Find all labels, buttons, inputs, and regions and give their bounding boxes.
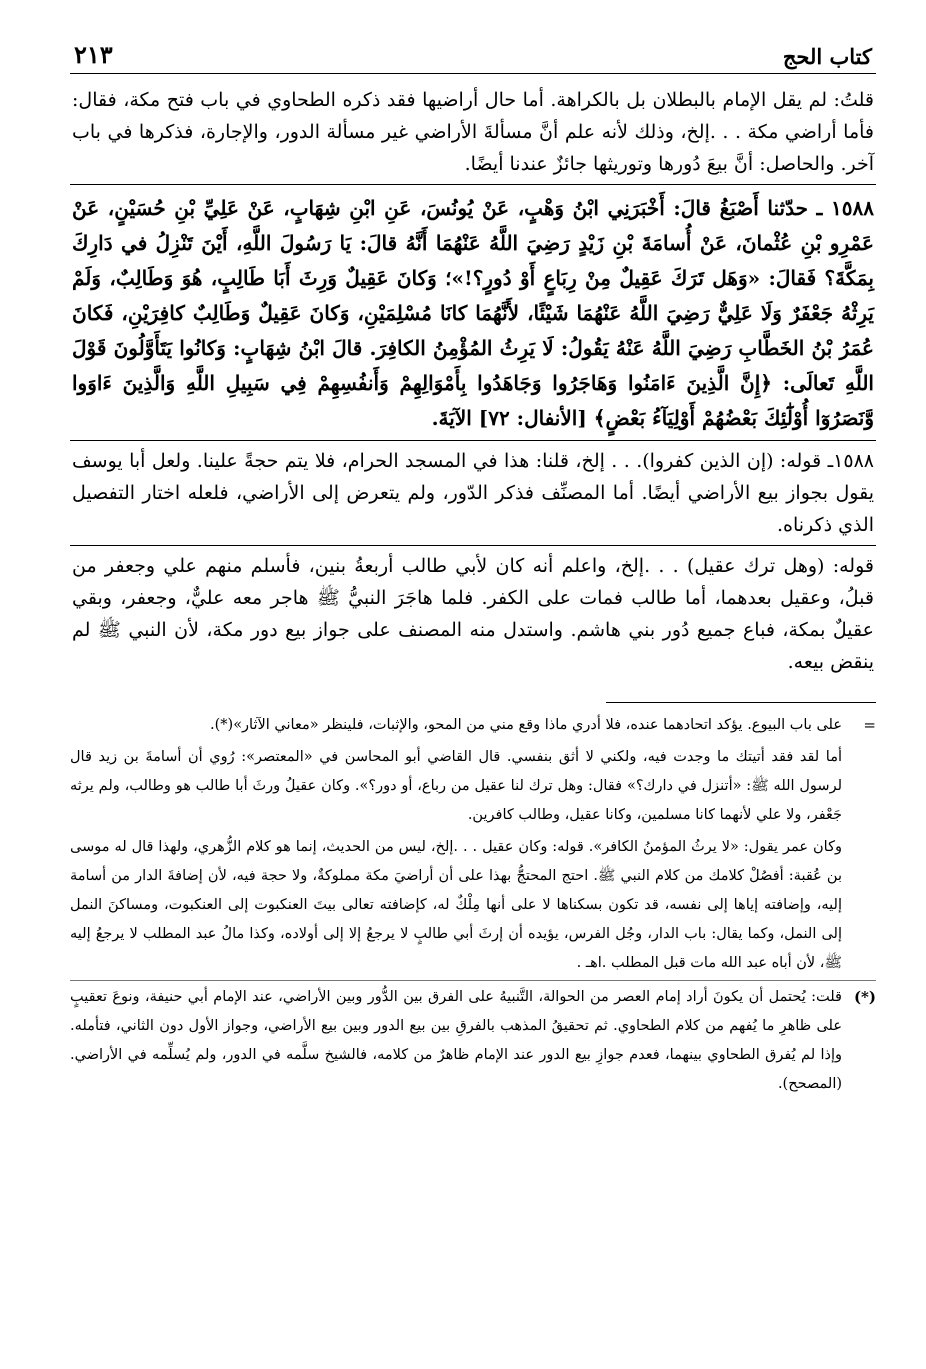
footnotes-section <box>70 711 876 1099</box>
footnote-star-marker: (*) <box>853 988 876 1006</box>
page-header <box>70 34 876 74</box>
footnote-star-text: قلت: يُحتمل أن يكونَ أراد إمام العصر من الحوالة، التَّنبيهُ على الفرق بين الدُّور وبين الأراضي، عند الإمام أبي حنيفة، ونوعَ تعقيبٍ على ظاهرِ ما يُفهم من كلام الطحاوي. ثم تحقيقُ المذهب بالفرقِ بين بيع الدور وبين بيع الأراضي، وجواز الأول دون الثاني، فتأمله. وإذا لم يُفرق الطحاوي بينهما، فعدم جوازِ بيع الدور عند الإمام ظاهرٌ من كلامه، فالشيخ سلَّمه في الدور، ولم يُسلِّمه في الأراضي. (المصحح). <box>70 989 842 1092</box>
footnote-paragraph-a: أما لقد فقد أتيتك ما وجدت فيه، ولكني لا أثق بنفسي. قال القاضي أبو المحاسن في «المعتصر»: رُوي أن أسامةَ بن زيد قال لرسول الله ﷺ: «أتنزل في دارك؟» فقال: وهل ترك لنا عقيل من رباع، أو دور؟». وكان عقيلُ ورثَ أبا طالب هو وطالب، ولم يرثه جَعْفر، ولا علي لأنهما كانا مسلمين، وكانا عقيل، وطالب كافرين. <box>70 749 842 823</box>
footnote-star <box>70 980 876 1099</box>
hadith-1588: ١٥٨٨ ـ حدّثنا أَصْبَغُ قالَ: أَخْبَرَنِي ابْنُ وَهْبٍ، عَنْ يُونُسَ، عَنِ ابْنِ شِهَابٍ، عَنْ عَلِيِّ بْنِ حُسَيْنٍ، عَنْ عَمْرِو بْنِ عُثْمانَ، عَنْ أُسامَةَ بْنِ زَيْدٍ رَضِيَ اللَّهُ عَنْهُمَا أَنَّهُ قالَ: يَا رَسُولَ اللَّهِ، أَيْنَ تَنْزِلُ في دَارِكَ بِمَكَّةَ؟ فَقالَ: «وَهَل تَرَكَ عَقِيلٌ مِنْ رِبَاعٍ أَوْ دُورٍ؟!»؛ وَكانَ عَقِيلٌ وَرِثَ أَبَا طَالِبٍ، هُوَ وَطَالِبٌ، وَلَمْ يَرِثْهُ جَعْفَرٌ وَلَا عَلِيٌّ رَضِيَ اللَّهُ عَنْهُمَا شَيْئًا، لأَنَّهُمَا كانَا مُسْلِمَيْنِ، وَكانَ عَقِيلٌ وَطَالِبٌ كافِرَيْنِ، فَكانَ عُمَرُ بْنُ الخَطَّابِ رَضِيَ اللَّهُ عَنْهُ يَقُولُ: لَا يَرِثُ المُؤْمِنُ الكافِرَ. قالَ ابْنُ شِهَابٍ: وَكانُوا يَتَأَوَّلُونَ قَوْلَ اللَّهِ تَعالَى: ﴿إِنَّ الَّذِينَ ءَامَنُوا وَهَاجَرُوا وَجَاهَدُوا بِأَمْوَالِهِمْ وَأَنفُسِهِمْ فِي سَبِيلِ اللَّهِ وَالَّذِينَ ءَاوَوا وَّنَصَرُوٓا أُوْلَٰٓئِكَ بَعْضُهُمْ أَوْلِيَآءُ بَعْضٍ﴾ [الأنفال: ٧٢] الآيَةَ. <box>70 184 876 440</box>
footnote-continuation-body <box>70 711 842 978</box>
footnote-divider <box>606 702 876 703</box>
document-page <box>70 34 876 1334</box>
page-number: ٢١٣ <box>74 40 113 69</box>
book-title: كتاب الحج <box>782 44 872 69</box>
commentary-1588: ١٥٨٨ـ قوله: (إن الذين كفروا). . . إلخ، قلنا: هذا في المسجد الحرام، فلا يتم حجةً علينا. ولعل أبا يوسف يقول بجواز بيع الأراضي أيضًا. أما المصنِّف فذكر الدّور، ولم يتعرض إلى الأراضي، فلعله اختار التفصيل الذي ذكرناه. <box>70 440 876 545</box>
main-text <box>70 80 876 682</box>
footnote-continuation-line: على باب البيوع. يؤكد اتحادهما عنده، فلا أدري ماذا وقع مني من المحو، والإثبات، فلينظر «معاني الآثار»(*). <box>210 717 842 733</box>
footnote-continuation <box>70 711 876 978</box>
footnote-continuation-marker: = <box>863 716 876 734</box>
commentary-aqil: قوله: (وهل ترك عقيل) . . .إلخ، واعلم أنه كان لأبي طالب أربعةُ بنين، فأسلم منهم علي وجعفر من قبلُ، وعقيل بعدهما، أما طالب فمات على الكفر. فلما هاجَرَ النبيُّ ﷺ هاجر معه عليٌّ، وجعفر، وبقي عقيلٌ بمكة، فباع جميع دُور بني هاشم. واستدل منه المصنف على جواز بيع دور مكة، لأن النبي ﷺ لم ينقض بيعه. <box>70 545 876 682</box>
footnote-paragraph-b: وكان عمر يقول: «لا يرثُ المؤمنُ الكافر». قوله: وكان عقيل . . .إلخ، ليس من الحديث، إنما هو كلام الزُّهري، ولهذا قال له موسى بن عُقبة: أفصُلْ كلامك من كلام النبي ﷺ. احتج المحتجُّ بهذا على أن أراضيَ مكة مملوكةٌ، ولا حجة فيه، لأن إضافةَ الدار من أسامة إليه، وإضافته إياها إلى نفسه، قد تكون بسكناها لا على أنها مِلْكٌ له، كإضافته تعالى بيتَ العنكبوت إلى العنكبوت، ومساكنَ النمل إلى النمل، وكما يقال: باب الدار، وجُل الفرس، يؤيده أن إرثَ أبي طالبٍ لا يرجعُ إلا إلى أولاده، وكذا مالُ عبد المطلب لا يرجعُ إليه ﷺ، لأن أباه عبد الله مات قبل المطلب .اهـ . <box>70 839 842 971</box>
paragraph-qultu: قلتُ: لم يقل الإمام بالبطلان بل بالكراهة. أما حال أراضيها فقد ذكره الطحاوي في باب فتح مكة، فقال: فأما أراضي مكة . . .إلخ، وذلك لأنه علم أنَّ مسألةَ الأراضي غير مسألة الدور، والإجارة، فذكرها في باب آخر. والحاصل: أنَّ بيعَ دُورها وتوريثها جائزٌ عندنا أيضًا. <box>72 89 874 175</box>
